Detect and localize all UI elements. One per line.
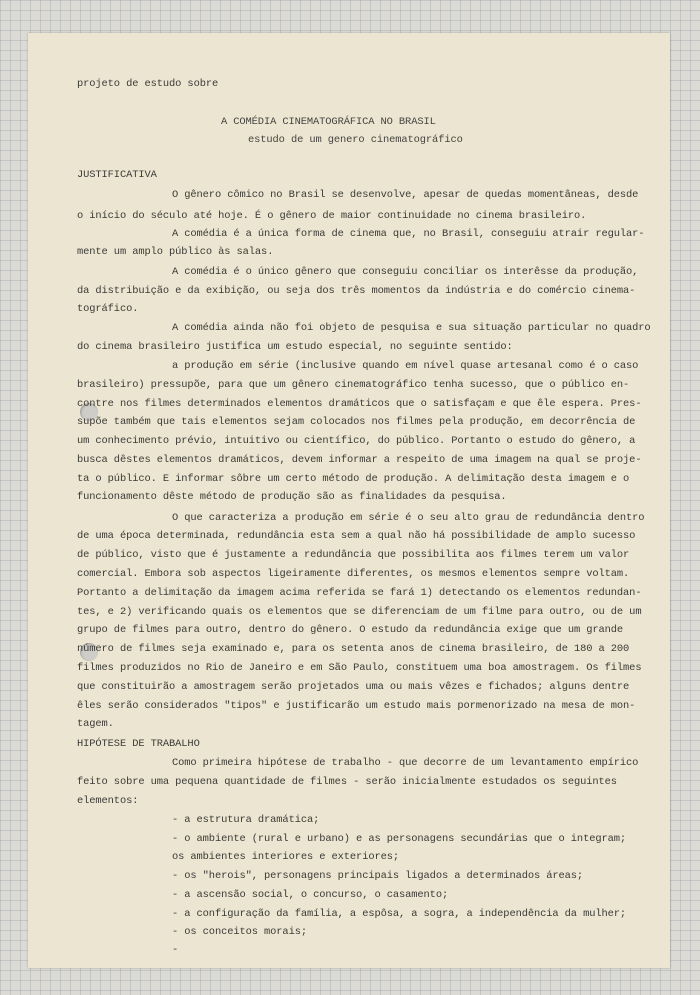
text-line: A comédia ainda não foi objeto de pesquisa e sua situação particular no quadro	[172, 322, 651, 334]
text-line: elementos:	[77, 795, 139, 807]
text-line: filmes produzidos no Rio de Janeiro e em São Paulo, constituem uma boa amostragem. Os filmes	[77, 662, 642, 674]
section-heading-hipotese: HIPÓTESE DE TRABALHO	[77, 738, 200, 750]
text-line: um conhecimento prévio, intuitivo ou científico, do público. Portanto o estudo do gênero, a	[77, 435, 636, 447]
text-line: contre nos filmes determinados elementos dramáticos que o satisfaçam e que êle espera. Pres-	[77, 398, 642, 410]
text-line: ta o público. E informar sôbre um certo método de produção. A delimitação desta imagem e o	[77, 473, 630, 485]
text-line: A comédia é o único gênero que conseguiu conciliar os interêsse da produção,	[172, 266, 639, 278]
text-line: tes, e 2) verificando quais os elementos que se diferenciam de um filme para outro, ou de um	[77, 606, 642, 618]
text-line: tagem.	[77, 718, 114, 730]
text-line: O gênero cômico no Brasil se desenvolve, apesar de quedas momentâneas, desde	[172, 189, 639, 201]
text-line: busca dêstes elementos dramáticos, devem informar a respeito de uma imagem na qual se proje-	[77, 454, 642, 466]
text-line: Portanto a delimitação da imagem acima referida se fará 1) detectando os elementos redundan-	[77, 587, 642, 599]
text-line: A comédia é a única forma de cinema que, no Brasil, conseguiu atrair regular-	[172, 228, 645, 240]
list-item: - os conceitos morais;	[172, 926, 307, 938]
text-line: da distribuição e da exibição, ou seja dos três momentos da indústria e do comércio cinema-	[77, 285, 636, 297]
list-item: - a configuração da família, a espôsa, a sogra, a independência da mulher;	[172, 908, 627, 920]
text-line: supõe também que tais elementos sejam colocados nos filmes pela produção, em decorrência de	[77, 416, 636, 428]
document-subtitle: estudo de um genero cinematográfico	[248, 134, 463, 146]
list-item: os ambientes interiores e exteriores;	[172, 851, 400, 863]
text-line: êles serão considerados "tipos" e justificarão um estudo mais pormenorizado na mesa de mon-	[77, 700, 636, 712]
text-line: de uma época determinada, redundância esta sem a qual não há possibilidade de amplo sucesso	[77, 530, 636, 542]
text-line: comercial. Embora sob aspectos ligeiramente diferentes, os mesmos elementos sempre voltam.	[77, 568, 630, 580]
section-heading-justificativa: JUSTIFICATIVA	[77, 169, 157, 181]
list-item: -	[172, 944, 179, 956]
text-line: a produção em série (inclusive quando em nível quase artesanal como é o caso	[172, 360, 639, 372]
text-line: O que caracteriza a produção em série é o seu alto grau de redundância dentro	[172, 512, 645, 524]
document-header: projeto de estudo sobre	[77, 78, 219, 90]
list-item: - a ascensão social, o concurso, o casamento;	[172, 889, 449, 901]
text-line: feito sobre uma pequena quantidade de filmes - serão inicialmente estudados os seguintes	[77, 776, 617, 788]
text-line: grupo de filmes para outro, dentro do gênero. O estudo da redundância exige que um grande	[77, 624, 624, 636]
text-line: mente um amplo público às salas.	[77, 246, 274, 258]
text-line: número de filmes seja examinado e, para os setenta anos de cinema brasileiro, de 180 a 200	[77, 643, 630, 655]
text-line: de público, visto que é justamente a redundância que possibilita aos filmes terem um valor	[77, 549, 630, 561]
text-line: que constituirão a amostragem serão projetados uma ou mais vêzes e fichados; alguns dentre	[77, 681, 630, 693]
text-line: brasileiro) pressupõe, para que um gênero cinematográfico tenha sucesso, que o público en-	[77, 379, 630, 391]
document-title: A COMÉDIA CINEMATOGRÁFICA NO BRASIL	[221, 116, 436, 128]
list-item: - a estrutura dramática;	[172, 814, 320, 826]
list-item: - os "herois", personagens principais ligados a determinados áreas;	[172, 870, 584, 882]
text-line: do cinema brasileiro justifica um estudo especial, no seguinte sentido:	[77, 341, 513, 353]
text-line: tográfico.	[77, 303, 139, 315]
text-line: Como primeira hipótese de trabalho - que decorre de um levantamento empírico	[172, 757, 639, 769]
text-line: o início do século até hoje. É o gênero de maior continuidade no cinema brasileiro.	[77, 210, 587, 222]
list-item: - o ambiente (rural e urbano) e as personagens secundárias que o integram;	[172, 833, 627, 845]
text-line: funcionamento dêste método de produção são as finalidades da pesquisa.	[77, 491, 507, 503]
